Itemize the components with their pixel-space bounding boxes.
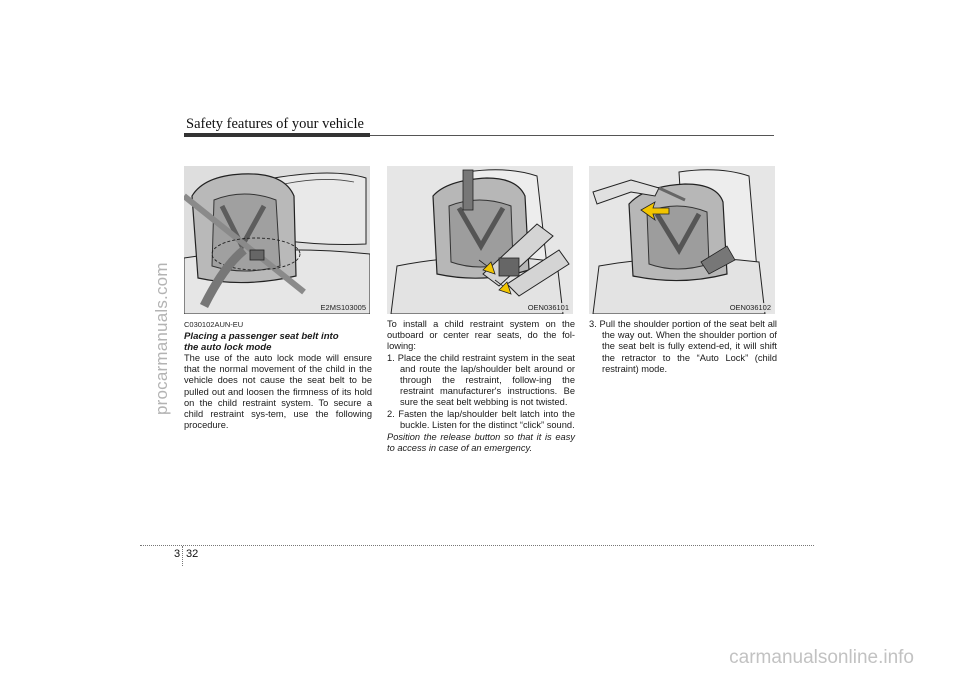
section-heading-line1: Placing a passenger seat belt into bbox=[184, 331, 339, 343]
rear-seat-illustration bbox=[184, 166, 370, 314]
page-number: 32 bbox=[186, 548, 199, 560]
steps-list bbox=[589, 319, 777, 375]
section-heading bbox=[184, 332, 372, 353]
figure-code: OEN036102 bbox=[729, 303, 771, 312]
bottom-watermark: carmanualsonline.info bbox=[729, 647, 914, 668]
section-code: C030102AUN-EU bbox=[184, 320, 244, 329]
release-button-note: Position the release button so that it is easy to access in case of an emergency. bbox=[387, 432, 575, 454]
figure-code: OEN036101 bbox=[527, 303, 569, 312]
step-item: 1. Place the child restraint system in the seat and route the lap/shoulder belt around or through the restraint, follow-ing the restraint manufacturer's instructions. Be sure the seat belt webbing is not twisted. bbox=[387, 352, 575, 408]
install-intro: To install a child restraint system on the outboard or center rear seats, do the fol-lowing: bbox=[387, 319, 575, 352]
column-step-three bbox=[589, 319, 777, 375]
step-item: 2. Fasten the lap/shoulder belt latch into the buckle. Listen for the distinct “click” sound. bbox=[387, 408, 575, 430]
figure-pull-shoulder-belt bbox=[589, 166, 775, 314]
side-watermark: procarmanuals.com bbox=[152, 262, 171, 415]
figure-code: E2MS103005 bbox=[320, 303, 366, 312]
footer-rule bbox=[140, 545, 814, 546]
footer-divider bbox=[182, 546, 183, 566]
step-item: 3. Pull the shoulder portion of the seat belt all the way out. When the shoulder portion of the seat belt is fully extend-ed, it will shift the retractor to the “Auto Lock” (child restraint) mode. bbox=[589, 319, 777, 374]
header-rule bbox=[370, 135, 774, 136]
shoulder-belt-illustration bbox=[589, 166, 775, 314]
intro-paragraph: The use of the auto lock mode will ensure that the normal movement of the child in the vehicle does not cause the seat belt to be pulled out and loosen the firmness of its hold on the child restraint system. To secure a child restraint sys-tem, use the following procedure. bbox=[184, 353, 372, 431]
buckle-illustration bbox=[387, 166, 573, 314]
chapter-number: 3 bbox=[174, 548, 181, 560]
figure-fasten-buckle bbox=[387, 166, 573, 314]
header-bar bbox=[184, 133, 370, 137]
column-install-steps bbox=[387, 319, 575, 454]
figure-rear-seat-child-seat bbox=[184, 166, 370, 314]
section-title: Safety features of your vehicle bbox=[186, 116, 364, 132]
steps-list bbox=[387, 353, 575, 431]
section-heading-line2: the auto lock mode bbox=[184, 341, 272, 353]
column-auto-lock-intro bbox=[184, 319, 372, 431]
